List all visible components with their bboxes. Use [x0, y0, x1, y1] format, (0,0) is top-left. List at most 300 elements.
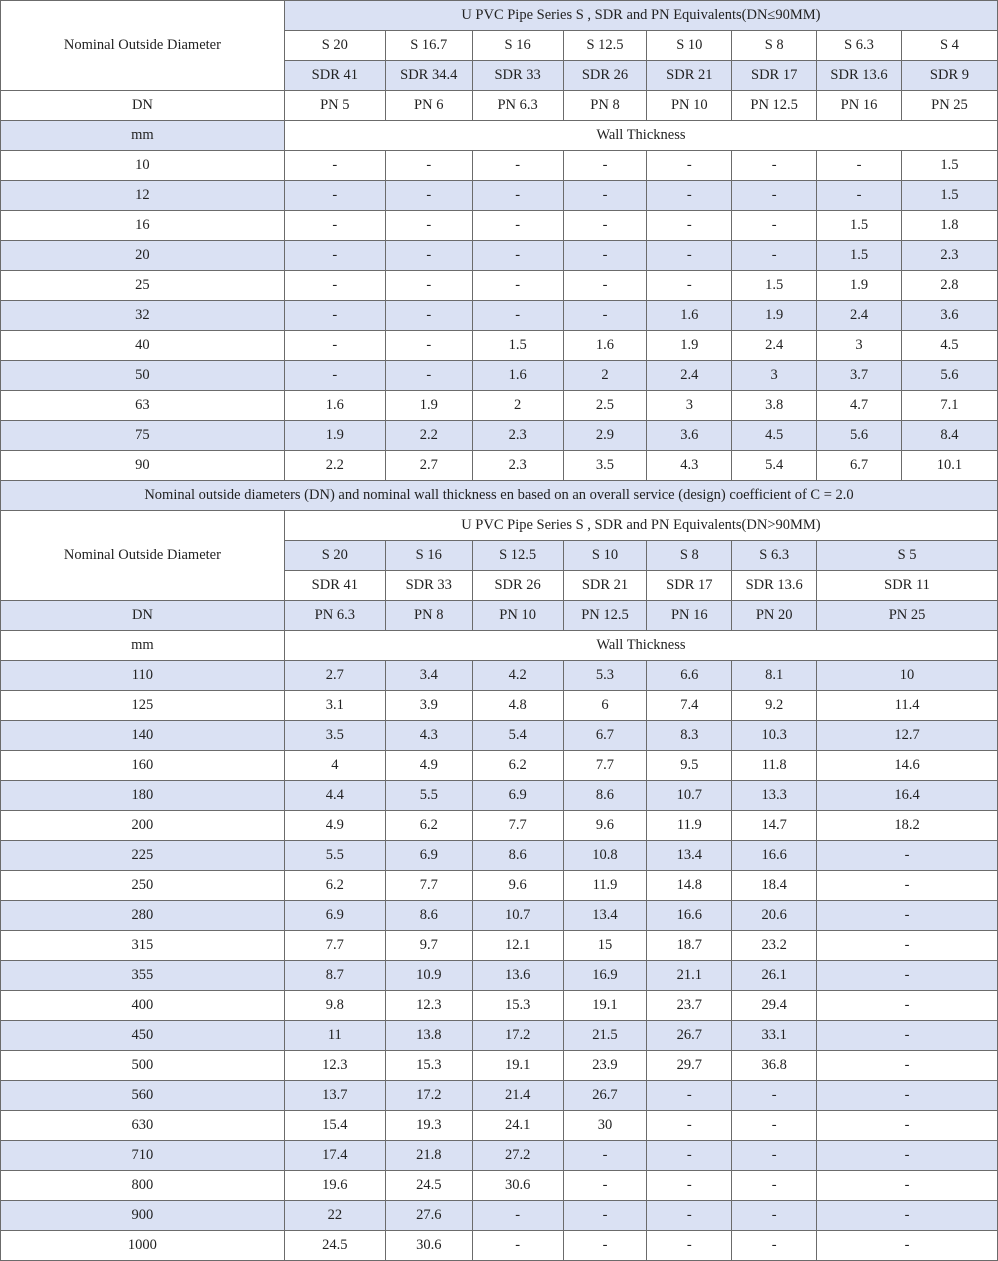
wall-thickness-cell: -	[472, 211, 563, 241]
wall-thickness-cell: -	[817, 151, 902, 181]
series-s-header: S 20	[284, 31, 385, 61]
wall-thickness-cell: 36.8	[732, 1051, 817, 1081]
wall-thickness-cell: 11.4	[817, 691, 998, 721]
pn-header: PN 12.5	[732, 91, 817, 121]
wall-thickness-cell: -	[385, 241, 472, 271]
t1-title-row	[1, 1, 998, 31]
pn-header: PN 6.3	[472, 91, 563, 121]
wall-thickness-cell: 27.2	[472, 1141, 563, 1171]
pn-header: PN 16	[817, 91, 902, 121]
wall-thickness-cell: 7.1	[901, 391, 997, 421]
wall-thickness-cell: 3.5	[284, 721, 385, 751]
wall-thickness-cell: 8.3	[647, 721, 732, 751]
wall-thickness-cell: 29.4	[732, 991, 817, 1021]
wall-thickness-cell: 5.5	[385, 781, 472, 811]
table-row	[1, 691, 998, 721]
table-row	[1, 451, 998, 481]
wall-thickness-cell: 16.9	[563, 961, 647, 991]
wall-thickness-cell: 26.7	[563, 1081, 647, 1111]
wall-thickness-cell: 1.9	[647, 331, 732, 361]
wall-thickness-cell: 1.9	[732, 301, 817, 331]
wall-thickness-cell: -	[732, 1171, 817, 1201]
wall-thickness-cell: 7.7	[284, 931, 385, 961]
wall-thickness-cell: -	[647, 211, 732, 241]
table-row	[1, 421, 998, 451]
dn-cell: 800	[1, 1171, 285, 1201]
t1-pn-row	[1, 91, 998, 121]
wall-thickness-cell: -	[647, 1171, 732, 1201]
design-coefficient-note: Nominal outside diameters (DN) and nominal wall thickness en based on an overall service (design) coefficient of C = 2.0	[1, 481, 998, 511]
wall-thickness-cell: 24.1	[472, 1111, 563, 1141]
wall-thickness-cell: 4.2	[472, 661, 563, 691]
wall-thickness-cell: 13.6	[472, 961, 563, 991]
wall-thickness-cell: 2.7	[385, 451, 472, 481]
wall-thickness-cell: 2.3	[472, 421, 563, 451]
dn-cell: 10	[1, 151, 285, 181]
t2-table-title: U PVC Pipe Series S , SDR and PN Equivalents(DN>90MM)	[284, 511, 997, 541]
wall-thickness-cell: 33.1	[732, 1021, 817, 1051]
dn-cell: 32	[1, 301, 285, 331]
wall-thickness-cell: 16.4	[817, 781, 998, 811]
sdr-header: SDR 26	[563, 61, 647, 91]
wall-thickness-cell: -	[817, 1111, 998, 1141]
wall-thickness-cell: 8.6	[563, 781, 647, 811]
pn-header: PN 5	[284, 91, 385, 121]
wall-thickness-cell: -	[563, 211, 647, 241]
table-row	[1, 841, 998, 871]
dn-cell: 1000	[1, 1231, 285, 1261]
t2-title-row	[1, 511, 998, 541]
wall-thickness-cell: -	[385, 211, 472, 241]
wall-thickness-cell: -	[817, 181, 902, 211]
wall-thickness-cell: -	[563, 1231, 647, 1261]
wall-thickness-cell: -	[647, 271, 732, 301]
table-row	[1, 1051, 998, 1081]
wall-thickness-cell: 1.5	[901, 151, 997, 181]
series-s-header: S 4	[901, 31, 997, 61]
wall-thickness-cell: -	[385, 181, 472, 211]
wall-thickness-cell: 17.2	[385, 1081, 472, 1111]
wall-thickness-cell: 15	[563, 931, 647, 961]
wall-thickness-cell: -	[472, 301, 563, 331]
wall-thickness-cell: -	[563, 271, 647, 301]
wall-thickness-cell: 11.8	[732, 751, 817, 781]
wall-thickness-cell: 18.7	[647, 931, 732, 961]
wall-thickness-cell: 6.7	[817, 451, 902, 481]
wall-thickness-cell: -	[817, 961, 998, 991]
sdr-header: SDR 17	[647, 571, 732, 601]
series-s-header: S 5	[817, 541, 998, 571]
dn-cell: 160	[1, 751, 285, 781]
wall-thickness-cell: 1.5	[472, 331, 563, 361]
wall-thickness-cell: 4.9	[385, 751, 472, 781]
dn-cell: 180	[1, 781, 285, 811]
wall-thickness-cell: 9.7	[385, 931, 472, 961]
wall-thickness-cell: -	[647, 181, 732, 211]
dn-cell: 900	[1, 1201, 285, 1231]
wall-thickness-cell: 2.5	[563, 391, 647, 421]
wall-thickness-cell: -	[385, 271, 472, 301]
wall-thickness-cell: 1.6	[563, 331, 647, 361]
wall-thickness-cell: -	[732, 181, 817, 211]
table-row	[1, 1171, 998, 1201]
wall-thickness-cell: -	[817, 871, 998, 901]
wall-thickness-cell: 3	[732, 361, 817, 391]
wall-thickness-cell: -	[817, 1021, 998, 1051]
wall-thickness-cell: 1.5	[732, 271, 817, 301]
wall-thickness-cell: 1.6	[472, 361, 563, 391]
wall-thickness-cell: 17.4	[284, 1141, 385, 1171]
pn-header: PN 25	[817, 601, 998, 631]
wall-thickness-cell: 24.5	[284, 1231, 385, 1261]
wall-thickness-cell: 2.7	[284, 661, 385, 691]
wall-thickness-cell: 4.4	[284, 781, 385, 811]
wall-thickness-cell: -	[817, 931, 998, 961]
wall-thickness-cell: 19.3	[385, 1111, 472, 1141]
wall-thickness-cell: 4.3	[647, 451, 732, 481]
wall-thickness-cell: -	[563, 1171, 647, 1201]
sdr-header: SDR 21	[563, 571, 647, 601]
wall-thickness-cell: 1.6	[647, 301, 732, 331]
wall-thickness-cell: 21.1	[647, 961, 732, 991]
wall-thickness-cell: -	[284, 181, 385, 211]
wall-thickness-cell: 13.8	[385, 1021, 472, 1051]
wall-thickness-cell: 8.6	[472, 841, 563, 871]
sdr-header: SDR 41	[284, 61, 385, 91]
sdr-header: SDR 41	[284, 571, 385, 601]
wall-thickness-cell: 4.8	[472, 691, 563, 721]
wall-thickness-cell: -	[817, 841, 998, 871]
dn-cell: 12	[1, 181, 285, 211]
wall-thickness-cell: -	[732, 1141, 817, 1171]
dn-cell: 110	[1, 661, 285, 691]
wall-thickness-cell: 10.7	[472, 901, 563, 931]
wall-thickness-cell: 2	[563, 361, 647, 391]
wall-thickness-cell: 30.6	[385, 1231, 472, 1261]
t2-nominal-outside-diameter-header: Nominal Outside Diameter	[1, 511, 285, 601]
table-row	[1, 871, 998, 901]
wall-thickness-cell: 3.9	[385, 691, 472, 721]
wall-thickness-cell: -	[732, 1231, 817, 1261]
dn-cell: 225	[1, 841, 285, 871]
wall-thickness-cell: 1.6	[284, 391, 385, 421]
wall-thickness-cell: -	[817, 1141, 998, 1171]
wall-thickness-cell: 13.3	[732, 781, 817, 811]
wall-thickness-cell: 5.5	[284, 841, 385, 871]
table-row	[1, 391, 998, 421]
table-row	[1, 151, 998, 181]
table-row	[1, 991, 998, 1021]
wall-thickness-cell: 2.2	[385, 421, 472, 451]
wall-thickness-cell: 1.5	[817, 211, 902, 241]
wall-thickness-cell: 6	[563, 691, 647, 721]
wall-thickness-cell: 3.1	[284, 691, 385, 721]
wall-thickness-cell: -	[563, 151, 647, 181]
pn-header: PN 10	[472, 601, 563, 631]
wall-thickness-cell: 2.3	[901, 241, 997, 271]
wall-thickness-cell: 24.5	[385, 1171, 472, 1201]
sdr-header: SDR 26	[472, 571, 563, 601]
wall-thickness-cell: 9.5	[647, 751, 732, 781]
dn-cell: 355	[1, 961, 285, 991]
wall-thickness-cell: -	[647, 1231, 732, 1261]
dn-cell: 280	[1, 901, 285, 931]
wall-thickness-cell: 6.7	[563, 721, 647, 751]
wall-thickness-cell: 6.9	[472, 781, 563, 811]
series-s-header: S 8	[647, 541, 732, 571]
wall-thickness-cell: 2.2	[284, 451, 385, 481]
wall-thickness-cell: -	[817, 1081, 998, 1111]
table-row	[1, 301, 998, 331]
dn-cell: 16	[1, 211, 285, 241]
wall-thickness-cell: 20.6	[732, 901, 817, 931]
series-s-header: S 6.3	[732, 541, 817, 571]
wall-thickness-cell: -	[284, 151, 385, 181]
series-s-header: S 12.5	[472, 541, 563, 571]
dn-cell: 400	[1, 991, 285, 1021]
table-row	[1, 961, 998, 991]
wall-thickness-cell: 9.6	[563, 811, 647, 841]
wall-thickness-cell: 9.2	[732, 691, 817, 721]
wall-thickness-cell: 3	[817, 331, 902, 361]
wall-thickness-cell: 4.9	[284, 811, 385, 841]
table-row	[1, 901, 998, 931]
wall-thickness-cell: 13.4	[647, 841, 732, 871]
wall-thickness-cell: 3.8	[732, 391, 817, 421]
wall-thickness-cell: 10.7	[647, 781, 732, 811]
wall-thickness-cell: -	[563, 1141, 647, 1171]
dn-cell: 200	[1, 811, 285, 841]
wall-thickness-cell: 2.3	[472, 451, 563, 481]
wall-thickness-cell: 13.4	[563, 901, 647, 931]
table-row	[1, 241, 998, 271]
wall-thickness-cell: 2.4	[817, 301, 902, 331]
t1-dn-label: DN	[1, 91, 285, 121]
pn-header: PN 20	[732, 601, 817, 631]
wall-thickness-cell: 1.9	[385, 391, 472, 421]
dn-cell: 315	[1, 931, 285, 961]
wall-thickness-cell: 2.4	[732, 331, 817, 361]
series-s-header: S 12.5	[563, 31, 647, 61]
wall-thickness-cell: -	[284, 361, 385, 391]
wall-thickness-cell: -	[817, 1051, 998, 1081]
wall-thickness-cell: -	[647, 1111, 732, 1141]
wall-thickness-cell: 16.6	[647, 901, 732, 931]
wall-thickness-cell: -	[732, 241, 817, 271]
dn-cell: 50	[1, 361, 285, 391]
wall-thickness-cell: -	[385, 331, 472, 361]
wall-thickness-cell: -	[472, 181, 563, 211]
dn-cell: 40	[1, 331, 285, 361]
wall-thickness-cell: -	[385, 301, 472, 331]
wall-thickness-cell: -	[732, 151, 817, 181]
wall-thickness-cell: -	[817, 901, 998, 931]
wall-thickness-cell: -	[817, 1231, 998, 1261]
sdr-header: SDR 34.4	[385, 61, 472, 91]
wall-thickness-cell: 19.1	[563, 991, 647, 1021]
wall-thickness-cell: 5.4	[472, 721, 563, 751]
dn-cell: 25	[1, 271, 285, 301]
pn-header: PN 8	[385, 601, 472, 631]
wall-thickness-cell: -	[817, 1201, 998, 1231]
sdr-header: SDR 21	[647, 61, 732, 91]
wall-thickness-cell: 18.4	[732, 871, 817, 901]
wall-thickness-cell: 11	[284, 1021, 385, 1051]
wall-thickness-cell: 2.8	[901, 271, 997, 301]
wall-thickness-cell: 6.9	[284, 901, 385, 931]
wall-thickness-cell: 4.5	[901, 331, 997, 361]
sdr-header: SDR 33	[385, 571, 472, 601]
wall-thickness-cell: -	[563, 241, 647, 271]
wall-thickness-cell: 17.2	[472, 1021, 563, 1051]
dn-cell: 450	[1, 1021, 285, 1051]
wall-thickness-cell: 13.7	[284, 1081, 385, 1111]
wall-thickness-cell: 10.9	[385, 961, 472, 991]
wall-thickness-cell: 23.9	[563, 1051, 647, 1081]
wall-thickness-cell: 5.4	[732, 451, 817, 481]
wall-thickness-cell: -	[563, 301, 647, 331]
dn-cell: 20	[1, 241, 285, 271]
wall-thickness-cell: 27.6	[385, 1201, 472, 1231]
table-row	[1, 361, 998, 391]
wall-thickness-cell: 1.9	[817, 271, 902, 301]
dn-cell: 125	[1, 691, 285, 721]
t2-mm-label: mm	[1, 631, 285, 661]
wall-thickness-cell: 19.6	[284, 1171, 385, 1201]
series-s-header: S 16.7	[385, 31, 472, 61]
wall-thickness-cell: 18.2	[817, 811, 998, 841]
wall-thickness-cell: 8.4	[901, 421, 997, 451]
sdr-header: SDR 11	[817, 571, 998, 601]
wall-thickness-cell: 8.1	[732, 661, 817, 691]
wall-thickness-cell: 15.3	[385, 1051, 472, 1081]
pn-header: PN 6	[385, 91, 472, 121]
wall-thickness-cell: 14.6	[817, 751, 998, 781]
wall-thickness-cell: 6.2	[284, 871, 385, 901]
wall-thickness-cell: 4.7	[817, 391, 902, 421]
dn-cell: 630	[1, 1111, 285, 1141]
wall-thickness-cell: -	[284, 301, 385, 331]
wall-thickness-cell: 1.5	[817, 241, 902, 271]
table-row	[1, 271, 998, 301]
wall-thickness-cell: 3.5	[563, 451, 647, 481]
table-row	[1, 781, 998, 811]
dn-cell: 90	[1, 451, 285, 481]
wall-thickness-cell: -	[385, 361, 472, 391]
note-row	[1, 481, 998, 511]
wall-thickness-cell: 26.7	[647, 1021, 732, 1051]
t2-pn-row	[1, 601, 998, 631]
pn-header: PN 25	[901, 91, 997, 121]
wall-thickness-cell: -	[732, 211, 817, 241]
pn-header: PN 12.5	[563, 601, 647, 631]
wall-thickness-cell: 30.6	[472, 1171, 563, 1201]
sdr-header: SDR 13.6	[817, 61, 902, 91]
wall-thickness-cell: 23.2	[732, 931, 817, 961]
sdr-header: SDR 17	[732, 61, 817, 91]
sdr-header: SDR 9	[901, 61, 997, 91]
wall-thickness-cell: 10.3	[732, 721, 817, 751]
wall-thickness-cell: 4.5	[732, 421, 817, 451]
series-s-header: S 8	[732, 31, 817, 61]
wall-thickness-cell: 1.9	[284, 421, 385, 451]
wall-thickness-cell: 9.6	[472, 871, 563, 901]
wall-thickness-cell: 9.8	[284, 991, 385, 1021]
pn-header: PN 10	[647, 91, 732, 121]
wall-thickness-cell: 12.3	[284, 1051, 385, 1081]
wall-thickness-cell: -	[472, 1231, 563, 1261]
wall-thickness-cell: 16.6	[732, 841, 817, 871]
wall-thickness-cell: 14.7	[732, 811, 817, 841]
wall-thickness-cell: -	[817, 1171, 998, 1201]
wall-thickness-cell: -	[284, 331, 385, 361]
wall-thickness-cell: 3.6	[647, 421, 732, 451]
table-row	[1, 1081, 998, 1111]
series-s-header: S 6.3	[817, 31, 902, 61]
wall-thickness-cell: 10	[817, 661, 998, 691]
wall-thickness-cell: -	[647, 151, 732, 181]
table-row	[1, 331, 998, 361]
wall-thickness-cell: 29.7	[647, 1051, 732, 1081]
table-row	[1, 1111, 998, 1141]
table-row	[1, 211, 998, 241]
wall-thickness-cell: 5.6	[817, 421, 902, 451]
wall-thickness-cell: -	[284, 241, 385, 271]
wall-thickness-cell: 21.8	[385, 1141, 472, 1171]
wall-thickness-cell: 11.9	[647, 811, 732, 841]
t1-mm-label: mm	[1, 121, 285, 151]
wall-thickness-cell: 10.1	[901, 451, 997, 481]
wall-thickness-cell: 3.6	[901, 301, 997, 331]
wall-thickness-cell: 6.2	[385, 811, 472, 841]
wall-thickness-cell: 12.1	[472, 931, 563, 961]
wall-thickness-cell: 11.9	[563, 871, 647, 901]
wall-thickness-cell: 15.4	[284, 1111, 385, 1141]
t1-mm-row	[1, 121, 998, 151]
wall-thickness-cell: 7.7	[472, 811, 563, 841]
table-row	[1, 1201, 998, 1231]
table-row	[1, 931, 998, 961]
series-s-header: S 16	[385, 541, 472, 571]
table-row	[1, 1231, 998, 1261]
series-s-header: S 16	[472, 31, 563, 61]
wall-thickness-cell: 12.7	[817, 721, 998, 751]
table-row	[1, 721, 998, 751]
t2-wall-thickness-label: Wall Thickness	[284, 631, 997, 661]
dn-cell: 75	[1, 421, 285, 451]
wall-thickness-cell: 3.4	[385, 661, 472, 691]
pn-header: PN 16	[647, 601, 732, 631]
dn-cell: 140	[1, 721, 285, 751]
wall-thickness-cell: -	[563, 181, 647, 211]
table-row	[1, 661, 998, 691]
wall-thickness-cell: 14.8	[647, 871, 732, 901]
t1-nominal-outside-diameter-header: Nominal Outside Diameter	[1, 1, 285, 91]
wall-thickness-cell: 7.4	[647, 691, 732, 721]
wall-thickness-cell: 3	[647, 391, 732, 421]
sdr-header: SDR 33	[472, 61, 563, 91]
wall-thickness-cell: 5.6	[901, 361, 997, 391]
wall-thickness-cell: -	[563, 1201, 647, 1231]
wall-thickness-cell: -	[647, 1201, 732, 1231]
dn-cell: 560	[1, 1081, 285, 1111]
series-s-header: S 10	[647, 31, 732, 61]
wall-thickness-cell: 10.8	[563, 841, 647, 871]
wall-thickness-cell: -	[472, 1201, 563, 1231]
wall-thickness-cell: -	[284, 211, 385, 241]
series-s-header: S 20	[284, 541, 385, 571]
wall-thickness-cell: 6.6	[647, 661, 732, 691]
